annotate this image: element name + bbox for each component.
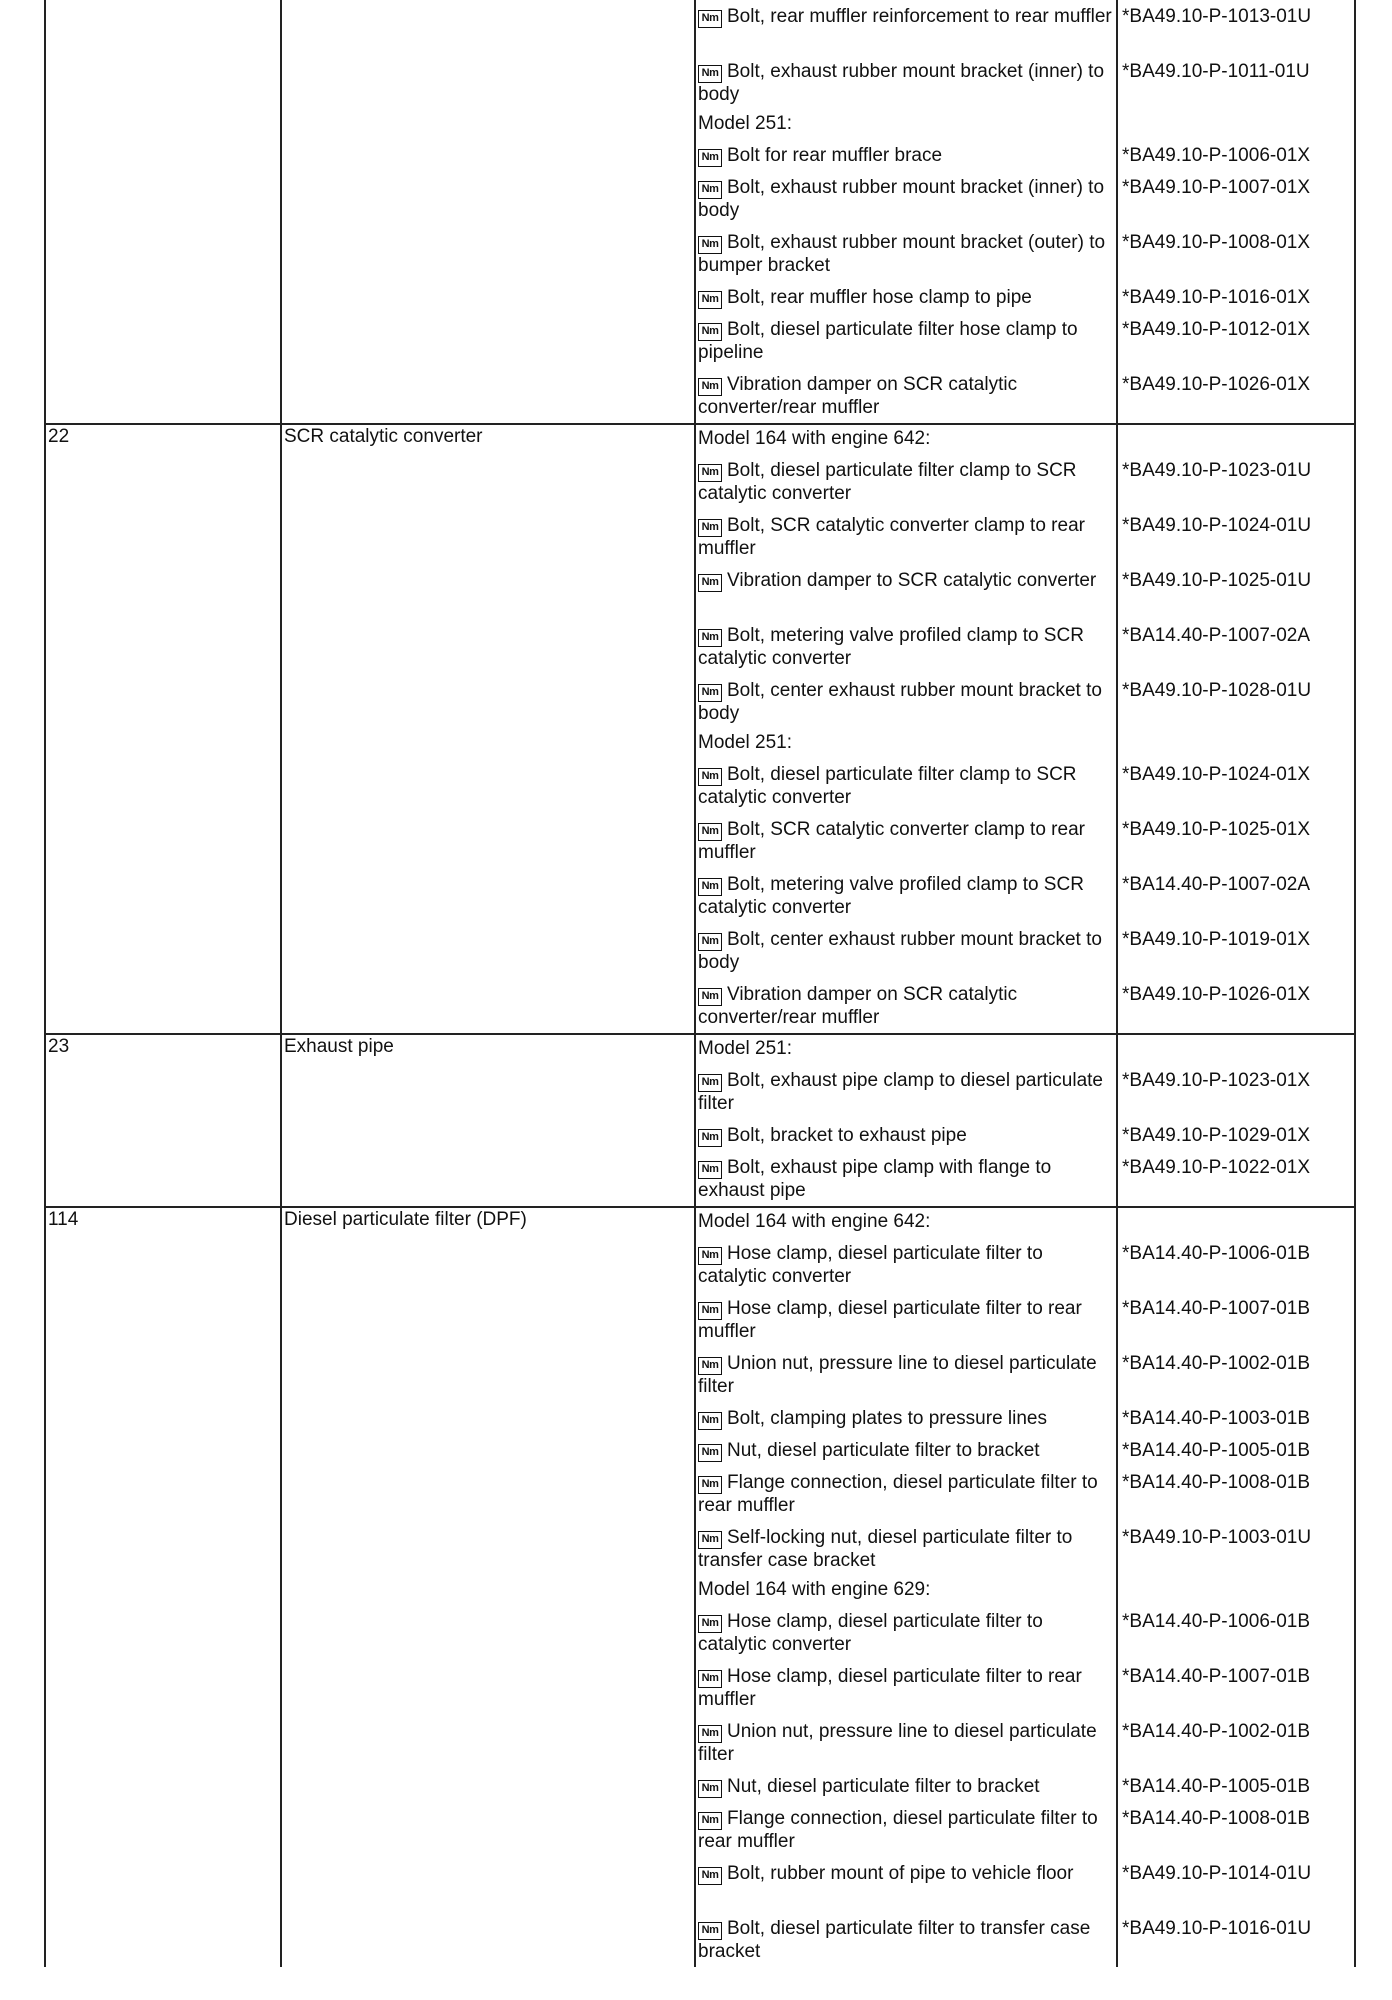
torque-entry [696, 226, 1354, 281]
torque-entry-text: Bolt, SCR catalytic converter clamp to rear muffler [698, 819, 1085, 863]
torque-entry-description [696, 1912, 1116, 1963]
torque-nm-icon: Nm [698, 464, 722, 482]
torque-entry-text: Bolt, exhaust pipe clamp to diesel particulate filter [698, 1070, 1103, 1114]
torque-entry [696, 368, 1354, 423]
torque-entry-description [696, 978, 1116, 1029]
torque-reference-link[interactable]: *BA49.10-P-1007-01X [1122, 177, 1311, 198]
torque-entry-text: Bolt, clamping plates to pressure lines [727, 1408, 1047, 1429]
torque-entry-description [696, 1119, 1116, 1147]
torque-entry-text: Bolt, metering valve profiled clamp to SCR catalytic converter [698, 874, 1084, 918]
torque-entry-description [696, 1605, 1116, 1656]
torque-reference-link[interactable]: *BA14.40-P-1007-01B [1122, 1298, 1311, 1319]
torque-nm-icon: Nm [698, 1444, 722, 1462]
torque-nm-icon: Nm [698, 378, 722, 396]
torque-entry [696, 1064, 1354, 1119]
torque-reference-link[interactable]: *BA14.40-P-1006-01B [1122, 1611, 1311, 1632]
torque-entry-text: Self-locking nut, diesel particulate filter to transfer case bracket [698, 1527, 1073, 1571]
torque-nm-icon: Nm [698, 1302, 722, 1320]
torque-entry-description [696, 923, 1116, 974]
torque-reference-link[interactable]: *BA14.40-P-1008-01B [1122, 1808, 1311, 1829]
torque-nm-icon: Nm [698, 1357, 722, 1375]
torque-entry-text: Bolt, rubber mount of pipe to vehicle floor [727, 1863, 1074, 1884]
torque-entry-text: Bolt, rear muffler reinforcement to rear muffler [727, 6, 1112, 27]
torque-entry [696, 758, 1354, 813]
item-number-cell: 23 [45, 1034, 281, 1207]
torque-entry-text: Bolt, diesel particulate filter hose clamp to pipeline [698, 319, 1078, 363]
torque-entry-text: Bolt, exhaust rubber mount bracket (inner) to body [698, 61, 1105, 105]
torque-entry [696, 171, 1354, 226]
torque-entry-description [696, 1660, 1116, 1711]
torque-entry-text: Nut, diesel particulate filter to bracket [727, 1776, 1040, 1797]
table-row [45, 424, 1355, 1034]
torque-reference-link[interactable]: *BA49.10-P-1024-01X [1122, 764, 1311, 785]
torque-reference-link[interactable]: *BA14.40-P-1002-01B [1122, 1353, 1311, 1374]
torque-entry-description [696, 758, 1116, 809]
model-heading: Model 251: [698, 732, 793, 753]
torque-nm-icon: Nm [698, 1476, 722, 1494]
model-heading: Model 164 with engine 629: [698, 1579, 931, 1600]
torque-reference-link[interactable]: *BA49.10-P-1011-01U [1122, 61, 1310, 82]
torque-entry [696, 619, 1354, 674]
torque-entry-text: Bolt, exhaust rubber mount bracket (inner) to body [698, 177, 1105, 221]
torque-entry [696, 1434, 1354, 1466]
model-heading: Model 251: [698, 1038, 793, 1059]
torque-reference-link[interactable]: *BA14.40-P-1005-01B [1122, 1776, 1311, 1797]
torque-reference-link[interactable]: *BA14.40-P-1007-02A [1122, 625, 1311, 646]
torque-entry-text: Bolt, bracket to exhaust pipe [727, 1125, 967, 1146]
torque-entry-text: Vibration damper on SCR catalytic converter/rear muffler [698, 374, 1018, 418]
torque-entry-text: Bolt, exhaust rubber mount bracket (outer) to bumper bracket [698, 232, 1106, 276]
torque-entry-description [696, 55, 1116, 106]
torque-reference-link[interactable]: *BA49.10-P-1003-01U [1122, 1527, 1312, 1548]
torque-reference-link[interactable]: *BA14.40-P-1007-01B [1122, 1666, 1311, 1687]
torque-reference-link[interactable]: *BA49.10-P-1026-01X [1122, 984, 1311, 1005]
torque-entry-text: Bolt for rear muffler brace [727, 145, 943, 166]
torque-entry-description [696, 226, 1116, 277]
torque-reference-link[interactable]: *BA14.40-P-1007-02A [1122, 874, 1311, 895]
model-heading: Model 164 with engine 642: [698, 1211, 931, 1232]
torque-nm-icon: Nm [698, 1725, 722, 1743]
torque-entry-description [696, 1466, 1116, 1517]
torque-entry [696, 674, 1354, 729]
torque-entry-text: Union nut, pressure line to diesel particulate filter [698, 1353, 1097, 1397]
torque-entry-description [696, 619, 1116, 670]
torque-entry-text: Bolt, center exhaust rubber mount bracket to body [698, 929, 1102, 973]
torque-entry-description [696, 313, 1116, 364]
torque-entry-text: Flange connection, diesel particulate filter to rear muffler [698, 1472, 1098, 1516]
torque-nm-icon: Nm [698, 149, 722, 167]
torque-entry-description [696, 454, 1116, 505]
torque-nm-icon: Nm [698, 10, 722, 28]
torque-entry-description [696, 509, 1116, 560]
torque-nm-icon: Nm [698, 933, 722, 951]
torque-nm-icon: Nm [698, 988, 722, 1006]
component-name-cell: SCR catalytic converter [281, 424, 695, 1034]
torque-entry-text: Bolt, exhaust pipe clamp with flange to exhaust pipe [698, 1157, 1052, 1201]
torque-entry-description [696, 1237, 1116, 1288]
torque-nm-icon: Nm [698, 519, 722, 537]
torque-entry [696, 509, 1354, 564]
component-name-cell: Exhaust pipe [281, 1034, 695, 1207]
torque-entry [696, 139, 1354, 171]
torque-entry-description [696, 1292, 1116, 1343]
torque-reference-link[interactable]: *BA49.10-P-1016-01U [1122, 1918, 1312, 1939]
torque-entry-text: Bolt, diesel particulate filter clamp to SCR catalytic converter [698, 460, 1077, 504]
table-row [45, 1034, 1355, 1207]
torque-entry-text: Hose clamp, diesel particulate filter to rear muffler [698, 1666, 1082, 1710]
torque-entry [696, 1912, 1354, 1967]
torque-entry [696, 923, 1354, 978]
torque-nm-icon: Nm [698, 1129, 722, 1147]
item-number-cell [45, 0, 281, 424]
torque-entry-text: Bolt, diesel particulate filter to transfer case bracket [698, 1918, 1091, 1962]
torque-entry-description [696, 1770, 1116, 1798]
torque-entry-description [696, 868, 1116, 919]
torque-details-cell [695, 1034, 1355, 1207]
torque-nm-icon: Nm [698, 1074, 722, 1092]
torque-entry [696, 564, 1354, 619]
torque-entry [696, 0, 1354, 55]
torque-nm-icon: Nm [698, 1780, 722, 1798]
torque-nm-icon: Nm [698, 65, 722, 83]
torque-nm-icon: Nm [698, 181, 722, 199]
torque-entry [696, 1770, 1354, 1802]
torque-entry [696, 813, 1354, 868]
torque-nm-icon: Nm [698, 629, 722, 647]
torque-details-cell [695, 0, 1355, 424]
torque-nm-icon: Nm [698, 1161, 722, 1179]
torque-nm-icon: Nm [698, 1812, 722, 1830]
torque-nm-icon: Nm [698, 1922, 722, 1940]
torque-entry-description [696, 0, 1116, 28]
torque-entry-description [696, 139, 1116, 167]
torque-entry-text: Bolt, metering valve profiled clamp to SCR catalytic converter [698, 625, 1084, 669]
torque-entry [696, 313, 1354, 368]
torque-reference-link[interactable]: *BA49.10-P-1029-01X [1122, 1125, 1311, 1146]
torque-reference-link[interactable]: *BA14.40-P-1005-01B [1122, 1440, 1311, 1461]
torque-entry-description [696, 1521, 1116, 1572]
torque-reference-link[interactable]: *BA49.10-P-1025-01X [1122, 819, 1311, 840]
torque-entry [696, 1237, 1354, 1292]
torque-entry [696, 55, 1354, 110]
torque-reference-link[interactable]: *BA14.40-P-1002-01B [1122, 1721, 1311, 1742]
torque-entry-description [696, 674, 1116, 725]
torque-reference-link[interactable]: *BA14.40-P-1003-01B [1122, 1408, 1311, 1429]
torque-nm-icon: Nm [698, 1531, 722, 1549]
torque-reference-link[interactable]: *BA49.10-P-1019-01X [1122, 929, 1311, 950]
torque-entry-description [696, 281, 1116, 309]
torque-nm-icon: Nm [698, 574, 722, 592]
torque-nm-icon: Nm [698, 684, 722, 702]
torque-spec-table-body [45, 0, 1355, 1967]
torque-entry [696, 1347, 1354, 1402]
torque-nm-icon: Nm [698, 323, 722, 341]
torque-entry-description [696, 1857, 1116, 1885]
torque-reference-link[interactable]: *BA49.10-P-1016-01X [1122, 287, 1311, 308]
torque-entry [696, 868, 1354, 923]
torque-entry [696, 978, 1354, 1033]
torque-entry [696, 1857, 1354, 1912]
torque-reference-link[interactable]: *BA49.10-P-1014-01U [1122, 1863, 1312, 1884]
torque-entry-text: Bolt, center exhaust rubber mount bracket to body [698, 680, 1102, 724]
torque-entry-text: Union nut, pressure line to diesel particulate filter [698, 1721, 1097, 1765]
torque-spec-table [44, 0, 1356, 1967]
torque-entry-description [696, 813, 1116, 864]
torque-entry-text: Hose clamp, diesel particulate filter to rear muffler [698, 1298, 1082, 1342]
torque-entry [696, 1715, 1354, 1770]
torque-reference-link[interactable]: *BA49.10-P-1022-01X [1122, 1157, 1311, 1178]
torque-entry [696, 1802, 1354, 1857]
torque-entry-description [696, 1064, 1116, 1115]
torque-entry [696, 454, 1354, 509]
component-name-cell: Diesel particulate filter (DPF) [281, 1207, 695, 1967]
table-row [45, 0, 1355, 424]
model-heading: Model 251: [698, 113, 793, 134]
torque-entry [696, 1402, 1354, 1434]
torque-nm-icon: Nm [698, 1247, 722, 1265]
torque-reference-link[interactable]: *BA49.10-P-1023-01X [1122, 1070, 1311, 1091]
torque-reference-link[interactable]: *BA49.10-P-1013-01U [1122, 6, 1312, 27]
torque-entry-description [696, 1715, 1116, 1766]
torque-details-cell [695, 1207, 1355, 1967]
torque-entry-description [696, 1802, 1116, 1853]
torque-nm-icon: Nm [698, 1867, 722, 1885]
torque-reference-link[interactable]: *BA49.10-P-1024-01U [1122, 515, 1312, 536]
torque-entry [696, 1521, 1354, 1576]
torque-reference-link[interactable]: *BA49.10-P-1006-01X [1122, 145, 1311, 166]
torque-entry-text: Nut, diesel particulate filter to bracket [727, 1440, 1040, 1461]
torque-entry [696, 1151, 1354, 1206]
torque-reference-link[interactable]: *BA49.10-P-1028-01U [1122, 680, 1312, 701]
table-row [45, 1207, 1355, 1967]
torque-reference-link[interactable]: *BA14.40-P-1006-01B [1122, 1243, 1311, 1264]
torque-entry [696, 1466, 1354, 1521]
torque-reference-link[interactable]: *BA49.10-P-1008-01X [1122, 232, 1311, 253]
torque-reference-link[interactable]: *BA49.10-P-1012-01X [1122, 319, 1311, 340]
torque-entry [696, 281, 1354, 313]
torque-entry-text: Vibration damper on SCR catalytic converter/rear muffler [698, 984, 1018, 1028]
torque-entry [696, 1660, 1354, 1715]
torque-nm-icon: Nm [698, 1670, 722, 1688]
torque-nm-icon: Nm [698, 823, 722, 841]
torque-entry [696, 1119, 1354, 1151]
item-number-cell: 22 [45, 424, 281, 1034]
torque-nm-icon: Nm [698, 236, 722, 254]
torque-entry-description [696, 1347, 1116, 1398]
torque-entry-description [696, 1402, 1116, 1430]
torque-nm-icon: Nm [698, 1412, 722, 1430]
torque-reference-link[interactable]: *BA49.10-P-1023-01U [1122, 460, 1312, 481]
torque-entry-description [696, 171, 1116, 222]
torque-entry-text: Hose clamp, diesel particulate filter to catalytic converter [698, 1243, 1043, 1287]
torque-details-cell [695, 424, 1355, 1034]
torque-entry-text: Hose clamp, diesel particulate filter to catalytic converter [698, 1611, 1043, 1655]
torque-entry [696, 1292, 1354, 1347]
torque-nm-icon: Nm [698, 768, 722, 786]
torque-nm-icon: Nm [698, 878, 722, 896]
torque-reference-link[interactable]: *BA14.40-P-1008-01B [1122, 1472, 1311, 1493]
torque-entry-text: Flange connection, diesel particulate filter to rear muffler [698, 1808, 1098, 1852]
torque-entry-description [696, 368, 1116, 419]
torque-entry-text: Bolt, rear muffler hose clamp to pipe [727, 287, 1032, 308]
torque-nm-icon: Nm [698, 1615, 722, 1633]
torque-entry-description [696, 1434, 1116, 1462]
torque-entry-text: Vibration damper to SCR catalytic converter [727, 570, 1097, 591]
component-name-cell [281, 0, 695, 424]
torque-reference-link[interactable]: *BA49.10-P-1025-01U [1122, 570, 1312, 591]
model-heading: Model 164 with engine 642: [698, 428, 931, 449]
torque-entry-description [696, 564, 1116, 592]
torque-nm-icon: Nm [698, 291, 722, 309]
item-number-cell: 114 [45, 1207, 281, 1967]
torque-reference-link[interactable]: *BA49.10-P-1026-01X [1122, 374, 1311, 395]
torque-entry [696, 1605, 1354, 1660]
torque-entry-description [696, 1151, 1116, 1202]
torque-entry-text: Bolt, SCR catalytic converter clamp to rear muffler [698, 515, 1085, 559]
torque-entry-text: Bolt, diesel particulate filter clamp to SCR catalytic converter [698, 764, 1077, 808]
